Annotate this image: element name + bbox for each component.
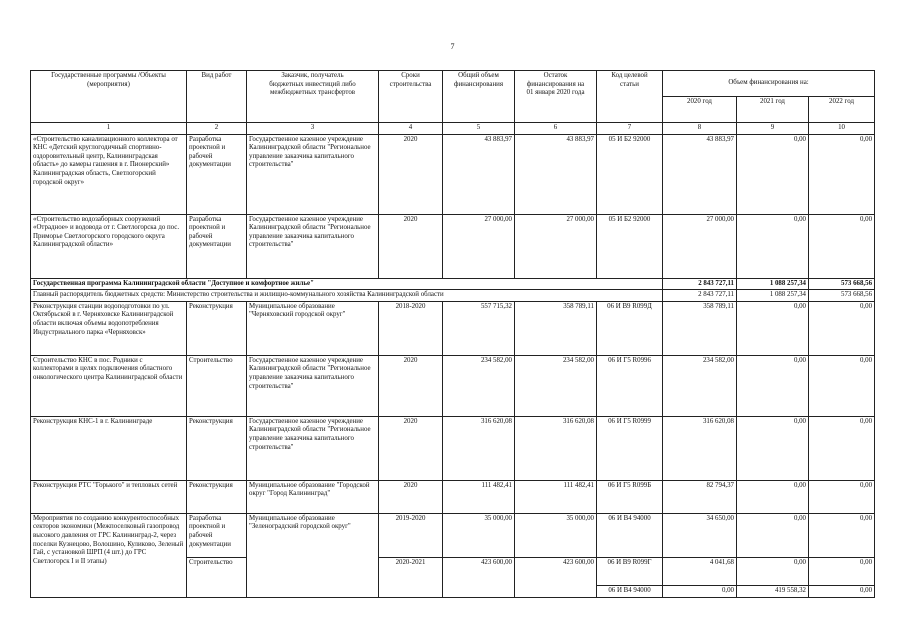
remain-amount: 35 000,00 [515,513,597,557]
amount-2022: 0,00 [809,480,875,513]
admin-total-row [31,290,875,302]
amount-2020: 82 794,37 [663,480,737,513]
admin-title: Главный распорядитель бюджетных средств: Министерство строительства и жилищно-коммунального хозяйства Калининградской области [31,290,663,302]
table-row [31,416,875,480]
column-numbers-row [31,123,875,135]
table-row [31,214,875,278]
header-remain: Остаток финансирования на 01 января 2020 года [515,71,597,123]
program-2022: 573 668,56 [809,278,875,290]
admin-2021: 1 088 257,34 [737,290,809,302]
amount-2022: 0,00 [809,557,875,585]
amount-2022: 0,00 [809,134,875,214]
table-row [31,513,875,557]
amount-2022: 0,00 [809,585,875,597]
amount-2021: 0,00 [737,416,809,480]
object-name: Реконструкция КНС-1 в г. Калининграде [31,416,187,480]
work-type: Разработка проектной и рабочей документации [187,513,247,557]
remain-amount: 316 620,08 [515,416,597,480]
work-type: Строительство [187,355,247,416]
total-amount: 234 582,00 [443,355,515,416]
table-row [31,480,875,513]
target-code: 06 И Г5 R0999 [597,416,663,480]
remain-amount: 43 883,97 [515,134,597,214]
col-number: 6 [515,123,597,135]
period: 2020 [379,214,443,278]
page-number: 7 [450,42,455,51]
amount-2021: 0,00 [737,557,809,585]
target-code: 06 И Г5 R099Б [597,480,663,513]
work-type: Строительство [187,557,247,597]
target-code: 06 И В9 R099Д [597,301,663,355]
program-2020: 2 843 727,11 [663,278,737,290]
amount-2020: 358 789,11 [663,301,737,355]
admin-2020: 2 843 727,11 [663,290,737,302]
total-amount: 423 600,00 [443,557,515,597]
total-amount: 316 620,08 [443,416,515,480]
amount-2022: 0,00 [809,301,875,355]
work-type: Разработка проектной и рабочей документации [187,214,247,278]
work-type: Разработка проектной и рабочей документации [187,134,247,214]
header-2020: 2020 год [663,97,737,123]
work-type: Реконструкция [187,480,247,513]
object-name: «Строительство канализационного коллектора от КНС «Детский круглогодичный спортивно-оздоровительный центр, Калининградская область» до камеры гашения в г. Пионерский» Калининградская область, Светлогорский городской округ» [31,134,187,214]
header-code: Код целевой статьи [597,71,663,123]
col-number: 9 [737,123,809,135]
table-row [31,301,875,355]
col-number: 1 [31,123,187,135]
customer: Государственное казенное учреждение Калининградской области "Региональное управление заказчика капитального строительства" [247,355,379,416]
period: 2019-2020 [379,513,443,557]
amount-2020: 4 041,68 [663,557,737,585]
amount-2021: 0,00 [737,355,809,416]
total-amount: 557 715,32 [443,301,515,355]
header-fin-group: Объем финансирования на: [663,71,875,97]
target-code: 06 И В4 94000 [597,585,663,597]
remain-amount: 111 482,41 [515,480,597,513]
header-total: Общий объем финансирования [443,71,515,123]
amount-2022: 0,00 [809,355,875,416]
total-amount: 35 000,00 [443,513,515,557]
col-number: 7 [597,123,663,135]
header-period: Сроки строительства [379,71,443,123]
period: 2020 [379,355,443,416]
target-code: 05 И Б2 92000 [597,134,663,214]
work-type: Реконструкция [187,416,247,480]
object-name: Реконструкция станции водоподготовки по ул. Октябрьской в г. Черняховске Калининградской области включая объемы водопотребления Индустриального парка «Черняховск» [31,301,187,355]
program-total-row [31,278,875,290]
target-code: 05 И Б2 92000 [597,214,663,278]
total-amount: 111 482,41 [443,480,515,513]
col-number: 2 [187,123,247,135]
period: 2020 [379,134,443,214]
customer: Государственное казенное учреждение Калининградской области "Региональное управление заказчика капитального строительства" [247,134,379,214]
amount-2020: 34 650,00 [663,513,737,557]
table-row [31,355,875,416]
work-type: Реконструкция [187,301,247,355]
amount-2021: 0,00 [737,513,809,557]
header-row [31,71,875,97]
remain-amount: 234 582,00 [515,355,597,416]
amount-2021: 0,00 [737,134,809,214]
customer: Государственное казенное учреждение Калининградской области "Региональное управление заказчика капитального строительства" [247,214,379,278]
header-2021: 2021 год [737,97,809,123]
object-name: Строительство КНС в пос. Родники с коллекторами в целях подключения областного онкологического центра Калининградской области [31,355,187,416]
amount-2021: 419 558,32 [737,585,809,597]
target-code: 06 И В4 94000 [597,513,663,557]
financing-table [30,70,875,598]
col-number: 4 [379,123,443,135]
amount-2022: 0,00 [809,214,875,278]
admin-2022: 573 668,56 [809,290,875,302]
program-2021: 1 088 257,34 [737,278,809,290]
program-title: Государственная программа Калининградской области "Доступное и комфортное жилье" [31,278,663,290]
total-amount: 27 000,00 [443,214,515,278]
object-name: Мероприятия по созданию конкурентоспособных секторов экономики (Межпоселковый газопровод высокого давления от ГРС Калининград-2, через поселки Кузнецово, Волошино, Куликово, Зеленый Гай, с установкой ШРП (4 шт.) до ГРС Светлогорск I и II этапы) [31,513,187,597]
header-customer: Заказчик, получатель бюджетных инвестиций либо межбюджетных трансфертов [247,71,379,123]
col-number: 5 [443,123,515,135]
amount-2022: 0,00 [809,513,875,557]
remain-amount: 358 789,11 [515,301,597,355]
period: 2018-2020 [379,301,443,355]
customer: Муниципальное образование "Черняховский городской округ" [247,301,379,355]
amount-2022: 0,00 [809,416,875,480]
amount-2021: 0,00 [737,301,809,355]
period: 2020 [379,480,443,513]
col-number: 3 [247,123,379,135]
col-number: 10 [809,123,875,135]
header-2022: 2022 год [809,97,875,123]
period: 2020 [379,416,443,480]
col-number: 8 [663,123,737,135]
customer: Муниципальное образование "Городской округ "Город Калининград" [247,480,379,513]
table-row [31,134,875,214]
object-name: Реконструкция РТС "Горького" и тепловых сетей [31,480,187,513]
header-objects: Государственные программы /Объекты (мероприятия) [31,71,187,123]
remain-amount: 423 600,00 [515,557,597,597]
amount-2020: 43 883,97 [663,134,737,214]
amount-2020: 0,00 [663,585,737,597]
customer: Государственное казенное учреждение Калининградской области "Региональное управление заказчика капитального строительства" [247,416,379,480]
target-code: 06 И Г5 R0996 [597,355,663,416]
remain-amount: 27 000,00 [515,214,597,278]
amount-2020: 316 620,08 [663,416,737,480]
target-code: 06 И В9 R099Г [597,557,663,585]
period: 2020-2021 [379,557,443,597]
customer: Муниципальное образование "Зеленоградский городской округ" [247,513,379,597]
amount-2021: 0,00 [737,480,809,513]
header-work-type: Вид работ [187,71,247,123]
object-name: «Строительство водозаборных сооружений «Отрадное» и водовода от г. Светлогорска до пос. Приморье Светлогорского городского округа Калининградской области» [31,214,187,278]
amount-2020: 27 000,00 [663,214,737,278]
amount-2021: 0,00 [737,214,809,278]
total-amount: 43 883,97 [443,134,515,214]
amount-2020: 234 582,00 [663,355,737,416]
